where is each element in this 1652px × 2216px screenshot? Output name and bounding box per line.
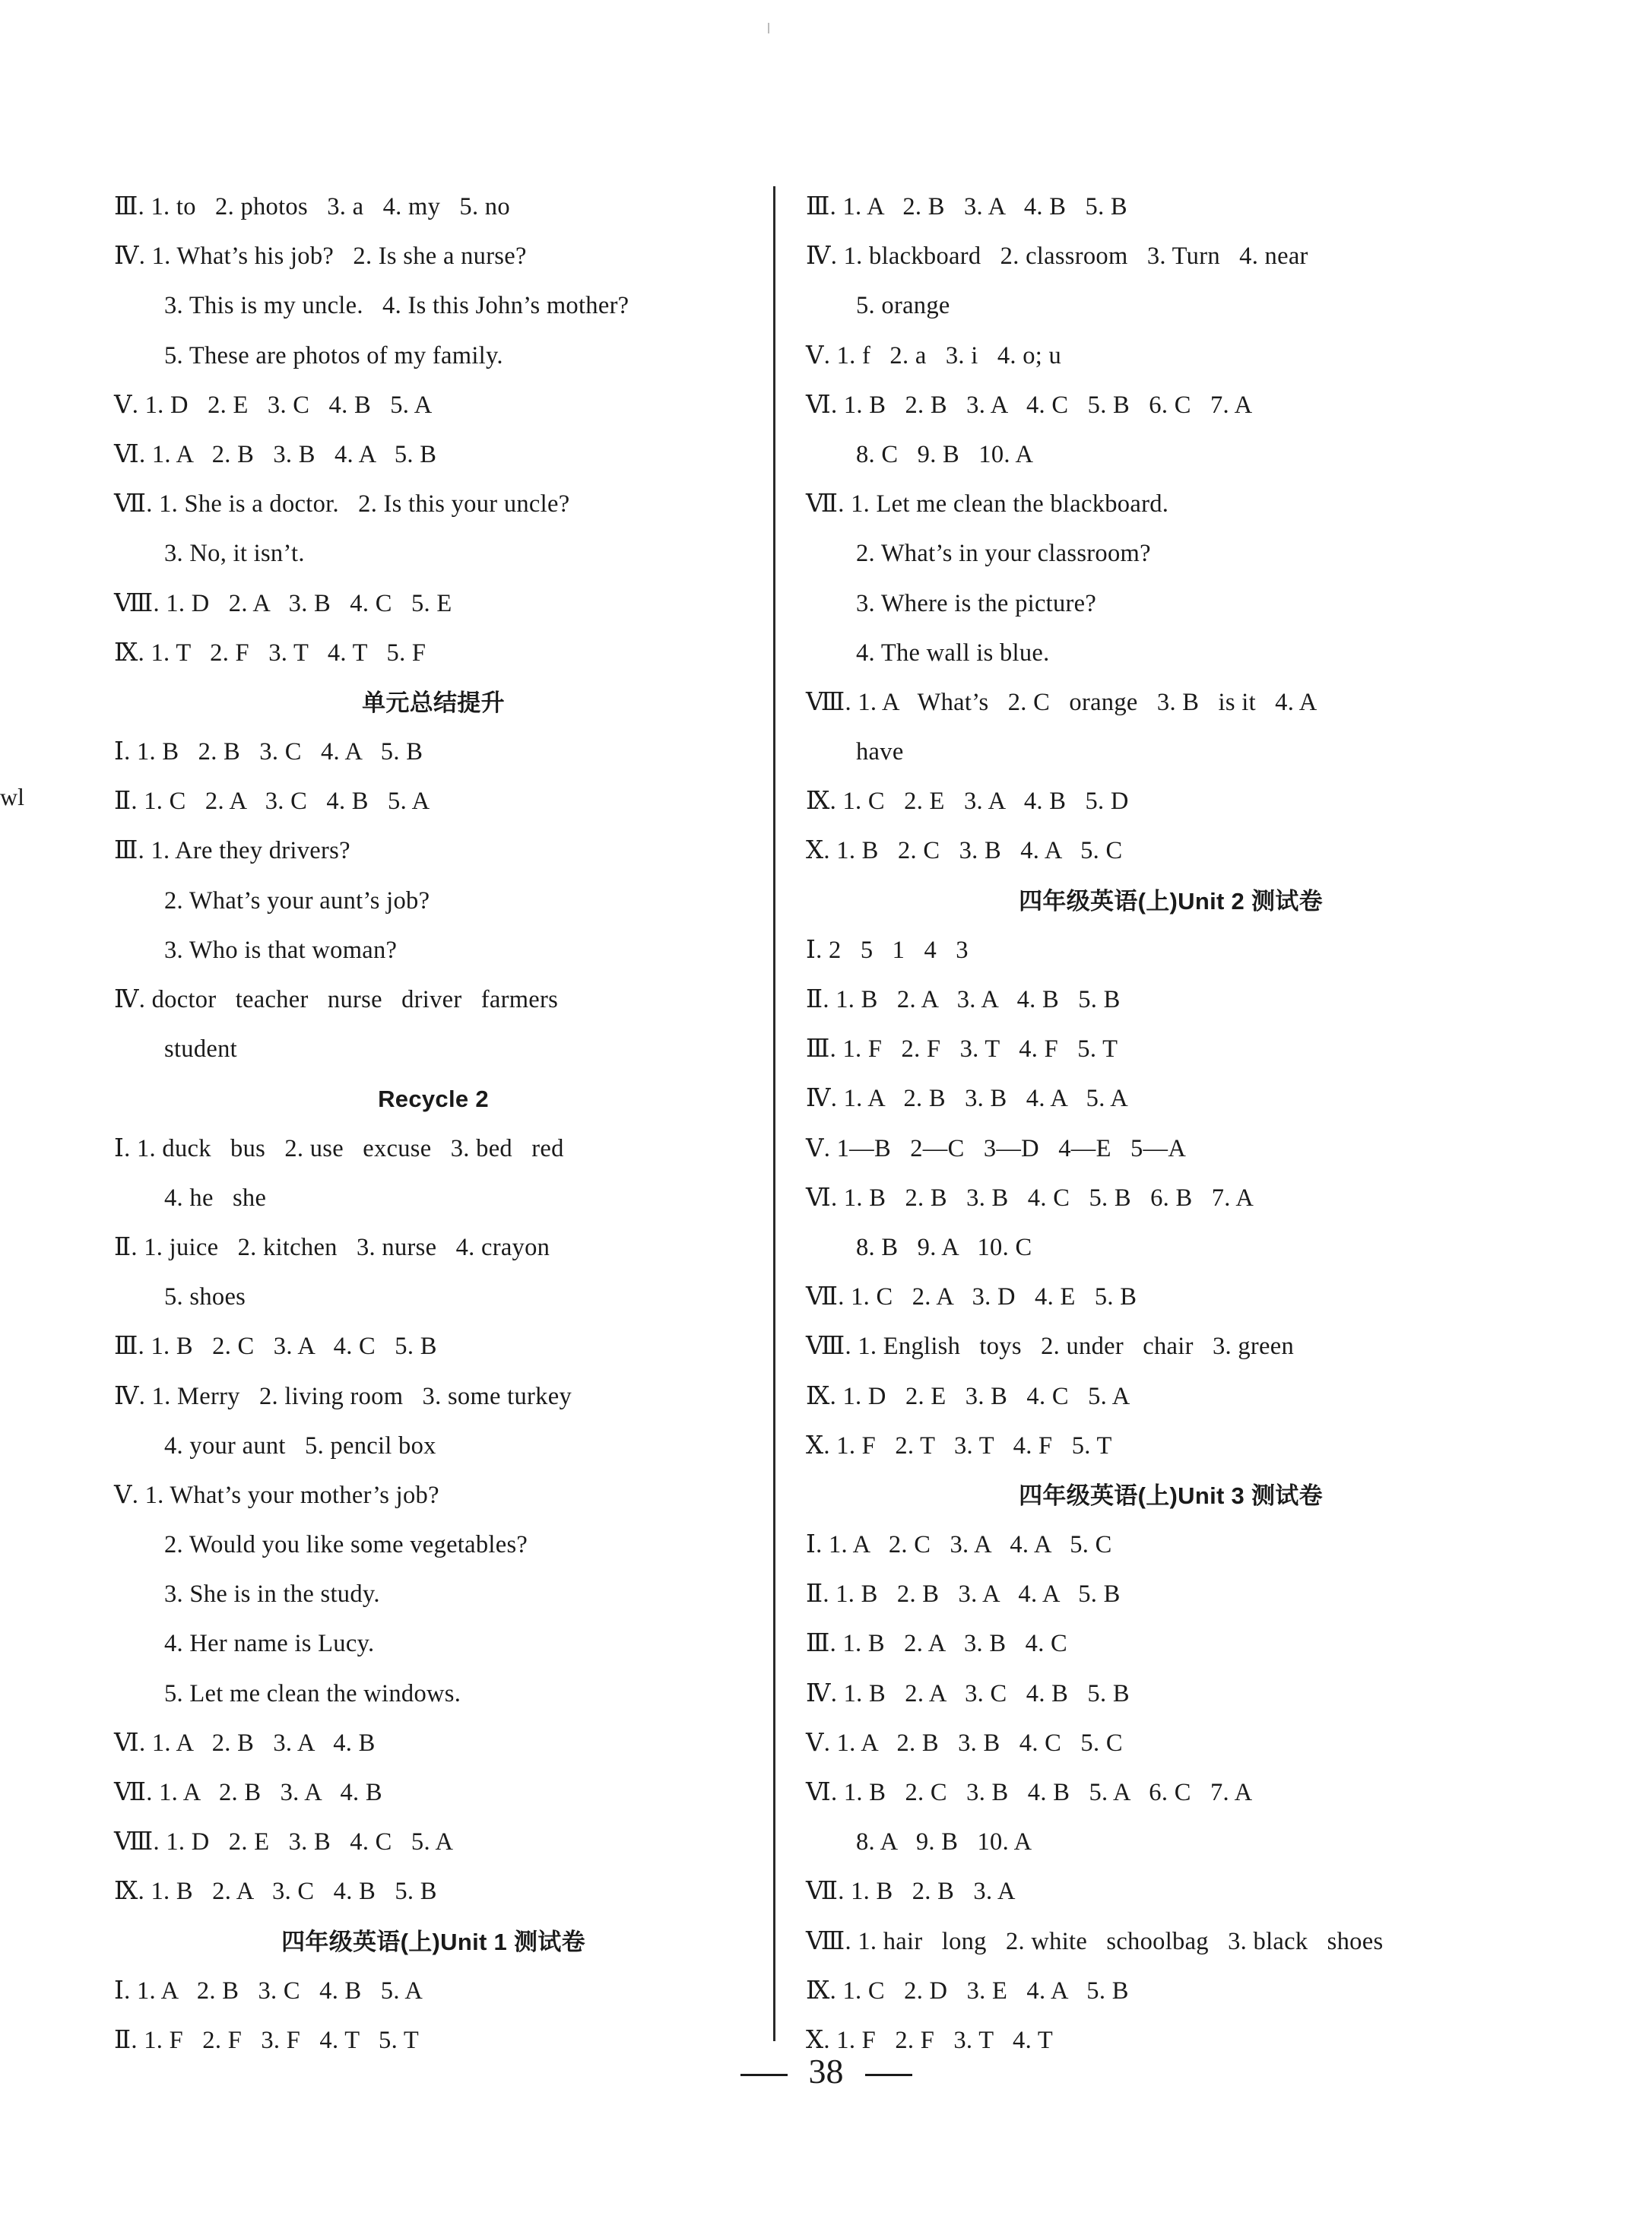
answer-line: Ⅹ. 1. B 2. C 3. B 4. A 5. C [806, 837, 1123, 865]
left-column [114, 182, 753, 2065]
answer-line: Ⅵ. 1. B 2. B 3. A 4. C 5. B 6. C 7. A [806, 391, 1253, 419]
answer-line: Ⅶ. 1. C 2. A 3. D 4. E 5. B [806, 1283, 1137, 1311]
answer-line: Ⅰ. 1. B 2. B 3. C 4. A 5. B [114, 738, 423, 766]
answer-line: Ⅸ. 1. C 2. D 3. E 4. A 5. B [806, 1977, 1129, 2005]
answer-line: 8. A 9. B 10. A [856, 1828, 1032, 1856]
right-column [806, 182, 1536, 2065]
section-heading: Recycle 2 [378, 1086, 489, 1113]
column-divider [773, 186, 775, 2041]
answer-line: Ⅰ. 1. A 2. C 3. A 4. A 5. C [806, 1531, 1112, 1559]
answer-line: Ⅲ. 1. Are they drivers? [114, 837, 350, 865]
answer-line: Ⅳ. 1. B 2. A 3. C 4. B 5. B [806, 1679, 1130, 1707]
section-heading: 四年级英语(上)Unit 1 测试卷 [281, 1928, 585, 1955]
answer-line: 3. This is my uncle. 4. Is this John’s mother? [164, 292, 629, 320]
answer-line: Ⅵ. 1. A 2. B 3. B 4. A 5. B [114, 440, 437, 468]
answer-line: 5. Let me clean the windows. [164, 1679, 461, 1707]
answer-line: 2. What’s in your classroom? [856, 540, 1151, 568]
answer-line: 2. What’s your aunt’s job? [164, 886, 430, 915]
answer-line: Ⅲ. 1. B 2. C 3. A 4. C 5. B [114, 1333, 437, 1361]
answer-line: Ⅷ. 1. A What’s 2. C orange 3. B is it 4. A [806, 688, 1317, 716]
answer-line: Ⅳ. 1. blackboard 2. classroom 3. Turn 4. near [806, 243, 1308, 271]
answer-line: Ⅰ. 2 5 1 4 3 [806, 936, 969, 964]
answer-line: 5. These are photos of my family. [164, 341, 503, 369]
answer-line: student [164, 1035, 237, 1064]
answer-line: Ⅲ. 1. B 2. A 3. B 4. C [806, 1630, 1068, 1658]
answer-line: Ⅶ. 1. B 2. B 3. A [806, 1878, 1016, 1906]
answer-line: 3. No, it isn’t. [164, 540, 305, 568]
answer-line: Ⅶ. 1. She is a doctor. 2. Is this your uncle? [114, 490, 570, 518]
answer-line: 4. The wall is blue. [856, 639, 1050, 667]
answer-line: 8. B 9. A 10. C [856, 1233, 1032, 1261]
answer-line: Ⅱ. 1. B 2. A 3. A 4. B 5. B [806, 986, 1121, 1013]
answer-line: Ⅴ. 1. f 2. a 3. i 4. o; u [806, 341, 1062, 369]
section-heading: 四年级英语(上)Unit 2 测试卷 [1019, 887, 1323, 915]
answer-line: Ⅸ. 1. T 2. F 3. T 4. T 5. F [114, 639, 426, 667]
answer-line: Ⅰ. 1. duck bus 2. use excuse 3. bed red [114, 1134, 564, 1162]
answer-line: 4. your aunt 5. pencil box [164, 1431, 436, 1460]
answer-line: Ⅷ. 1. D 2. E 3. B 4. C 5. A [114, 1828, 454, 1856]
answer-line: Ⅹ. 1. F 2. T 3. T 4. F 5. T [806, 1431, 1112, 1460]
scan-mark [768, 23, 769, 33]
answer-line: 2. Would you like some vegetables? [164, 1531, 528, 1559]
footer-dash-right [865, 2074, 912, 2076]
answer-line: Ⅴ. 1. What’s your mother’s job? [114, 1481, 439, 1509]
answer-line: Ⅷ. 1. hair long 2. white schoolbag 3. black shoes [806, 1927, 1384, 1955]
answer-line: Ⅲ. 1. F 2. F 3. T 4. F 5. T [806, 1035, 1118, 1064]
answer-line: Ⅳ. 1. What’s his job? 2. Is she a nurse? [114, 243, 527, 271]
answer-line: Ⅹ. 1. F 2. F 3. T 4. T [806, 2026, 1054, 2054]
answer-line: Ⅳ. 1. A 2. B 3. B 4. A 5. A [806, 1085, 1129, 1113]
answer-line: Ⅱ. 1. B 2. B 3. A 4. A 5. B [806, 1580, 1121, 1609]
answer-line: Ⅸ. 1. D 2. E 3. B 4. C 5. A [806, 1382, 1130, 1410]
answer-line: Ⅱ. 1. F 2. F 3. F 4. T 5. T [114, 2026, 420, 2054]
answer-line: Ⅳ. doctor teacher nurse driver farmers [114, 986, 559, 1013]
margin-text: wl [0, 783, 24, 810]
answer-line: 8. C 9. B 10. A [856, 440, 1034, 468]
answer-line: 5. orange [856, 292, 950, 320]
answer-line: Ⅰ. 1. A 2. B 3. C 4. B 5. A [114, 1977, 423, 2005]
answer-line: Ⅱ. 1. juice 2. kitchen 3. nurse 4. crayon [114, 1233, 550, 1261]
answer-line: Ⅴ. 1. D 2. E 3. C 4. B 5. A [114, 391, 433, 419]
answer-line: Ⅳ. 1. Merry 2. living room 3. some turkey [114, 1382, 572, 1410]
answer-line: Ⅴ. 1—B 2—C 3—D 4—E 5—A [806, 1134, 1187, 1162]
answer-line: 3. Where is the picture? [856, 589, 1097, 617]
answer-line: Ⅸ. 1. B 2. A 3. C 4. B 5. B [114, 1878, 437, 1906]
answer-line: Ⅵ. 1. B 2. C 3. B 4. B 5. A 6. C 7. A [806, 1779, 1253, 1806]
answer-line: Ⅴ. 1. A 2. B 3. B 4. C 5. C [806, 1729, 1123, 1757]
page-number: 38 [808, 2052, 844, 2091]
answer-line: Ⅱ. 1. C 2. A 3. C 4. B 5. A [114, 788, 430, 816]
footer-dash-left [740, 2074, 788, 2076]
answer-line: Ⅵ. 1. A 2. B 3. A 4. B [114, 1729, 376, 1757]
answer-line: Ⅵ. 1. B 2. B 3. B 4. C 5. B 6. B 7. A [806, 1184, 1254, 1212]
answer-line: Ⅶ. 1. A 2. B 3. A 4. B [114, 1779, 382, 1806]
answer-line: Ⅷ. 1. English toys 2. under chair 3. green [806, 1333, 1295, 1361]
answer-line: 4. Her name is Lucy. [164, 1630, 375, 1658]
answer-line: 3. She is in the study. [164, 1580, 380, 1609]
section-heading: 四年级英语(上)Unit 3 测试卷 [1019, 1482, 1323, 1509]
answer-line: Ⅲ. 1. A 2. B 3. A 4. B 5. B [806, 193, 1127, 220]
page-footer [0, 2045, 1652, 2098]
answer-line: Ⅲ. 1. to 2. photos 3. a 4. my 5. no [114, 193, 510, 220]
answer-line: 3. Who is that woman? [164, 936, 398, 964]
answer-line: have [856, 738, 904, 766]
section-heading: 单元总结提升 [362, 689, 505, 716]
answer-line: 4. he she [164, 1184, 267, 1212]
answer-line: Ⅶ. 1. Let me clean the blackboard. [806, 490, 1169, 518]
answer-line: Ⅸ. 1. C 2. E 3. A 4. B 5. D [806, 788, 1129, 816]
answer-line: Ⅷ. 1. D 2. A 3. B 4. C 5. E [114, 589, 452, 617]
answer-line: 5. shoes [164, 1283, 246, 1311]
